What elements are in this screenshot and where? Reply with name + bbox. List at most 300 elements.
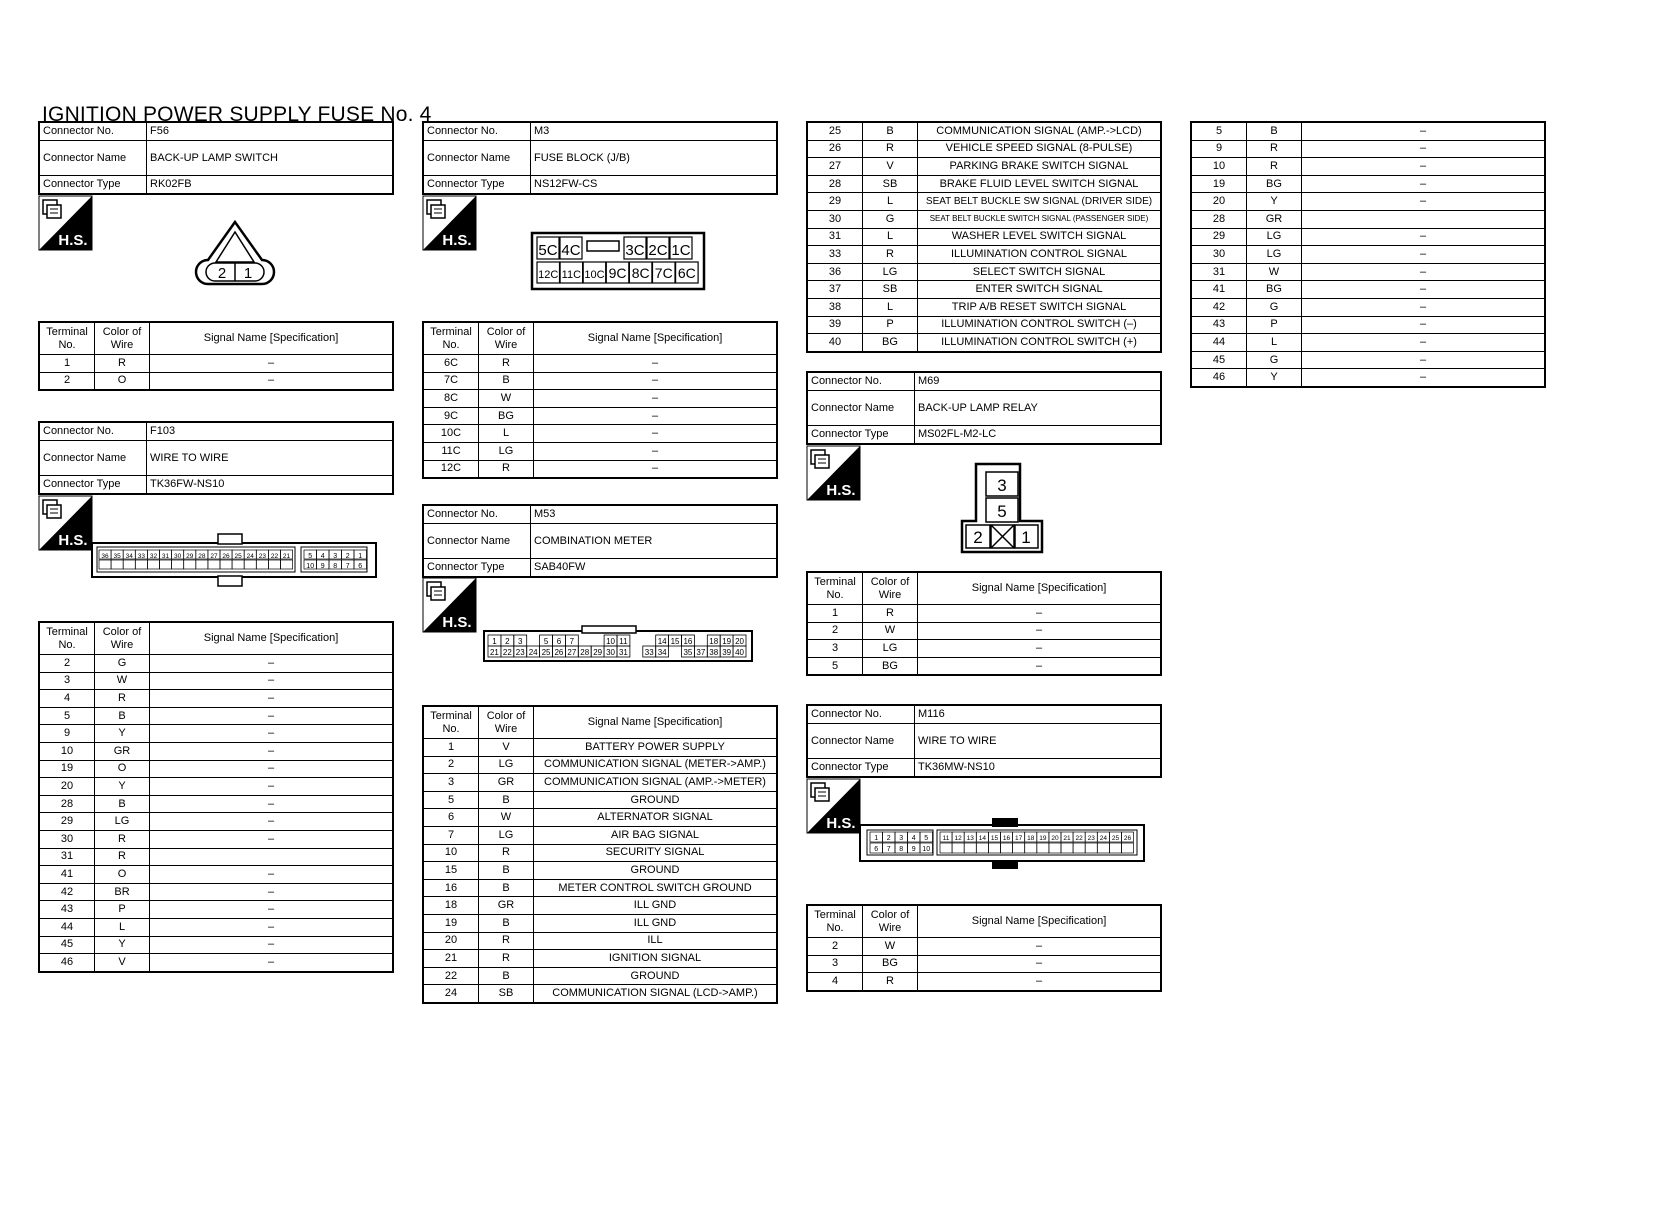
pin-label: 21 <box>282 553 291 560</box>
wire-color: B <box>479 914 534 932</box>
signal-name: ILLUMINATION CONTROL SWITCH (+) <box>918 334 1162 352</box>
connector-name: BACK-UP LAMP SWITCH <box>147 141 394 176</box>
terminal-table <box>806 121 1162 353</box>
connector-f103-diagram <box>90 531 378 589</box>
terminal-no-header: Terminal No. <box>423 706 479 739</box>
wire-color: Y <box>1247 193 1302 211</box>
wire-color: G <box>95 655 150 673</box>
wire-color: R <box>863 973 918 991</box>
terminal-table <box>38 621 394 973</box>
terminal-header-row <box>423 706 777 739</box>
wire-color: O <box>95 866 150 884</box>
table-row <box>423 390 777 408</box>
signal-name: – <box>1302 281 1546 299</box>
pin-cell <box>587 241 619 251</box>
label: Connector Name <box>39 141 147 176</box>
pin-cell <box>123 560 135 569</box>
terminal-no: 5 <box>807 657 863 675</box>
pin-cell <box>1001 843 1013 853</box>
signal-name: – <box>1302 334 1546 352</box>
terminal-no: 43 <box>39 901 95 919</box>
connector-info-table <box>38 421 394 495</box>
wire-color: SB <box>863 175 918 193</box>
table-row <box>39 901 393 919</box>
wire-color: O <box>95 372 150 390</box>
hs-label: H.S. <box>58 532 88 549</box>
pin-label: 26 <box>554 648 564 657</box>
table-row <box>39 866 393 884</box>
table-row <box>39 672 393 690</box>
pin-label: 29 <box>186 553 194 560</box>
wire-color: BG <box>863 955 918 973</box>
signal-name: – <box>534 407 778 425</box>
terminal-no: 43 <box>1191 316 1247 334</box>
hs-icon <box>422 195 477 251</box>
table-row <box>423 460 777 478</box>
signal-name: GROUND <box>534 862 778 880</box>
terminal-no: 44 <box>1191 334 1247 352</box>
pin-label: 34 <box>125 553 133 560</box>
pin-label: 21 <box>489 648 499 657</box>
pin-label: 22 <box>270 553 279 560</box>
signal-name: – <box>150 901 394 919</box>
terminal-no: 37 <box>807 281 863 299</box>
pin-cell <box>976 843 988 853</box>
wire-color: R <box>1247 158 1302 176</box>
wire-color: Y <box>95 725 150 743</box>
signal-name: – <box>534 355 778 373</box>
pin-cell <box>952 843 964 853</box>
wire-color: R <box>479 950 534 968</box>
terminal-no: 15 <box>423 862 479 880</box>
signal-name: – <box>1302 122 1546 140</box>
label: Connector No. <box>807 372 915 391</box>
pin-label: 1 <box>874 835 879 842</box>
pin-label: 10C <box>584 269 605 281</box>
pin-label: 28 <box>580 648 590 657</box>
table-row <box>39 778 393 796</box>
wire-color: LG <box>479 442 534 460</box>
label: Connector Name <box>807 391 915 426</box>
terminal-no: 33 <box>807 246 863 264</box>
pin-cell <box>135 560 147 569</box>
signal-name: IGNITION SIGNAL <box>534 950 778 968</box>
table-row <box>423 914 777 932</box>
wire-color: LG <box>479 756 534 774</box>
wire-color: W <box>95 672 150 690</box>
wire-color: Y <box>1247 369 1302 387</box>
terminal-no: 24 <box>423 985 479 1003</box>
signal-name: – <box>534 425 778 443</box>
signal-name: – <box>918 622 1162 640</box>
signal-name: ALTERNATOR SIGNAL <box>534 809 778 827</box>
connector-m116-diagram <box>858 816 1146 874</box>
pin-label: 20 <box>735 637 745 646</box>
pin-label: 4C <box>561 242 581 259</box>
pin-label: 27 <box>567 648 577 657</box>
wire-color: B <box>479 862 534 880</box>
connector-no: F103 <box>147 422 394 441</box>
wire-color: SB <box>863 281 918 299</box>
terminal-no: 2 <box>807 938 863 956</box>
connector-type: RK02FB <box>147 176 394 195</box>
table-row <box>807 246 1161 264</box>
wire-color: L <box>1247 334 1302 352</box>
terminal-table <box>38 321 394 391</box>
connector-m3-terminals <box>422 321 778 479</box>
table-row <box>807 605 1161 623</box>
terminal-no: 3 <box>807 955 863 973</box>
pin-label: 23 <box>258 553 266 560</box>
pin-label: 24 <box>246 553 254 560</box>
pin-label: 9 <box>320 563 325 570</box>
wire-color: BG <box>863 657 918 675</box>
wire-color: SB <box>479 985 534 1003</box>
signal-name: – <box>150 883 394 901</box>
terminal-no-header: Terminal No. <box>807 572 863 605</box>
signal-name: ENTER SWITCH SIGNAL <box>918 281 1162 299</box>
table-row <box>423 756 777 774</box>
signal-name: – <box>1302 351 1546 369</box>
wire-color: R <box>479 460 534 478</box>
signal-name: SECURITY SIGNAL <box>534 844 778 862</box>
pin-label: 7 <box>345 563 350 570</box>
pin-label: 4 <box>320 553 325 560</box>
table-row <box>423 791 777 809</box>
table-row <box>807 955 1161 973</box>
pin-label: 11 <box>619 637 628 646</box>
connector-f56 <box>38 121 394 195</box>
connector-no: M3 <box>531 122 778 141</box>
table-row <box>1191 334 1545 352</box>
terminal-header-row <box>39 622 393 655</box>
connector-info-table <box>806 371 1162 445</box>
pin-label: 2 <box>217 265 227 282</box>
pin-label: 18 <box>709 637 719 646</box>
signal-name: COMMUNICATION SIGNAL (METER->AMP.) <box>534 756 778 774</box>
signal-name: BRAKE FLUID LEVEL SWITCH SIGNAL <box>918 175 1162 193</box>
pin-label: 25 <box>541 648 551 657</box>
pin-label: 26 <box>1123 835 1132 842</box>
table-row <box>39 655 393 673</box>
table-row <box>807 316 1161 334</box>
terminal-no: 10 <box>423 844 479 862</box>
connector-type: SAB40FW <box>531 559 778 578</box>
hs-icon <box>806 445 861 501</box>
terminal-no: 28 <box>39 795 95 813</box>
signal-name: – <box>150 795 394 813</box>
pin-label: 14 <box>978 835 986 842</box>
wire-color: R <box>479 844 534 862</box>
wire-color: LG <box>1247 228 1302 246</box>
signal-name: – <box>1302 369 1546 387</box>
table-row <box>39 372 393 390</box>
hs-icon <box>806 778 861 834</box>
connector-type: TK36FW-NS10 <box>147 476 394 495</box>
wire-color: G <box>863 210 918 228</box>
signal-name-header: Signal Name [Specification] <box>150 322 394 355</box>
terminal-no: 10C <box>423 425 479 443</box>
connector-f103-terminals <box>38 621 394 973</box>
color-of-wire-header: Color of Wire <box>479 322 534 355</box>
terminal-no: 2 <box>39 372 95 390</box>
pin-label: 9 <box>911 846 916 853</box>
table-row <box>1191 210 1545 228</box>
pin-label: 5 <box>308 553 313 560</box>
pin-label: 10 <box>606 637 616 646</box>
pin-label: 11 <box>942 835 950 842</box>
pin-label: 38 <box>709 648 719 657</box>
terminal-no: 42 <box>39 883 95 901</box>
signal-name: – <box>150 690 394 708</box>
wire-color: L <box>863 298 918 316</box>
signal-name: – <box>150 936 394 954</box>
pin-cell <box>220 560 232 569</box>
signal-name: – <box>534 442 778 460</box>
terminal-no: 41 <box>39 866 95 884</box>
table-row <box>1191 122 1545 140</box>
table-row <box>39 725 393 743</box>
wire-color: L <box>863 228 918 246</box>
connector-f56-diagram <box>190 218 280 293</box>
signal-name: ILLUMINATION CONTROL SIGNAL <box>918 246 1162 264</box>
terminal-no: 5 <box>39 707 95 725</box>
signal-name: VEHICLE SPEED SIGNAL (8-PULSE) <box>918 140 1162 158</box>
pin-label: 25 <box>1111 835 1120 842</box>
signal-name: – <box>918 640 1162 658</box>
terminal-table <box>1190 121 1546 388</box>
pin-label: 8 <box>899 846 904 853</box>
table-row <box>423 774 777 792</box>
signal-name: – <box>1302 246 1546 264</box>
label: Connector Type <box>423 176 531 195</box>
signal-name: SEAT BELT BUCKLE SW SIGNAL (DRIVER SIDE) <box>918 193 1162 211</box>
pin-label: 22 <box>502 648 512 657</box>
pin-label: 19 <box>722 637 732 646</box>
terminal-no: 3 <box>423 774 479 792</box>
connector-m69 <box>806 371 1162 445</box>
signal-name: – <box>534 460 778 478</box>
terminal-no: 16 <box>423 879 479 897</box>
pin-cell <box>1122 843 1134 853</box>
hs-icon <box>38 195 93 251</box>
signal-name: GROUND <box>534 967 778 985</box>
signal-name: – <box>150 866 394 884</box>
color-of-wire-header: Color of Wire <box>863 572 918 605</box>
wire-color: LG <box>1247 246 1302 264</box>
connector-m116 <box>806 704 1162 778</box>
signal-name: – <box>150 918 394 936</box>
connector-info-table <box>806 704 1162 778</box>
pin-cell <box>1013 843 1025 853</box>
table-row <box>39 355 393 373</box>
wire-color: B <box>479 967 534 985</box>
terminal-table <box>422 705 778 1004</box>
wire-color: B <box>479 791 534 809</box>
connector-no: F56 <box>147 122 394 141</box>
terminal-no-header: Terminal No. <box>39 622 95 655</box>
signal-name: – <box>150 707 394 725</box>
hs-label: H.S. <box>826 815 856 832</box>
wire-color: R <box>95 830 150 848</box>
signal-name-header: Signal Name [Specification] <box>150 622 394 655</box>
signal-name: ILLUMINATION CONTROL SWITCH (–) <box>918 316 1162 334</box>
pin-cell <box>111 560 123 569</box>
connector-type: TK36MW-NS10 <box>915 759 1162 778</box>
signal-name: BATTERY POWER SUPPLY <box>534 739 778 757</box>
table-row <box>1191 351 1545 369</box>
terminal-no: 10 <box>39 742 95 760</box>
signal-name: – <box>534 372 778 390</box>
signal-name: ILL <box>534 932 778 950</box>
pin-cell <box>172 560 184 569</box>
signal-name: – <box>150 954 394 972</box>
connector-f56-terminals <box>38 321 394 391</box>
pin-label: 10 <box>922 846 931 853</box>
terminal-no: 29 <box>807 193 863 211</box>
signal-name: – <box>150 778 394 796</box>
wire-color: W <box>1247 263 1302 281</box>
terminal-no: 46 <box>1191 369 1247 387</box>
table-row <box>423 442 777 460</box>
label: Connector No. <box>423 122 531 141</box>
table-row <box>1191 263 1545 281</box>
signal-name: – <box>1302 263 1546 281</box>
terminal-no: 9 <box>39 725 95 743</box>
pin-cell <box>1085 843 1097 853</box>
signal-name-header: Signal Name [Specification] <box>918 572 1162 605</box>
terminal-no: 30 <box>1191 246 1247 264</box>
connector-type: MS02FL-M2-LC <box>915 426 1162 445</box>
table-row <box>423 879 777 897</box>
label: Connector Type <box>807 759 915 778</box>
pin-label: 1C <box>671 242 691 259</box>
signal-name: – <box>150 830 394 848</box>
terminal-no: 31 <box>39 848 95 866</box>
table-row <box>1191 228 1545 246</box>
connector-m3-diagram <box>530 231 706 291</box>
terminal-no: 4 <box>39 690 95 708</box>
pin-cell <box>1037 843 1049 853</box>
wire-color: W <box>863 622 918 640</box>
wire-color: G <box>1247 298 1302 316</box>
signal-name: COMMUNICATION SIGNAL (AMP.->METER) <box>534 774 778 792</box>
label: Connector Type <box>39 176 147 195</box>
pin-cell <box>1049 843 1061 853</box>
table-row <box>807 334 1161 352</box>
signal-name: – <box>918 973 1162 991</box>
terminal-no: 6C <box>423 355 479 373</box>
pin-label: 30 <box>174 553 182 560</box>
table-row <box>807 973 1161 991</box>
terminal-no: 42 <box>1191 298 1247 316</box>
color-of-wire-header: Color of Wire <box>95 622 150 655</box>
signal-name: WASHER LEVEL SWITCH SIGNAL <box>918 228 1162 246</box>
pin-label: 24 <box>528 648 538 657</box>
wire-color: V <box>95 954 150 972</box>
wire-color: R <box>479 932 534 950</box>
table-row <box>423 932 777 950</box>
table-row <box>807 281 1161 299</box>
pin-label: 16 <box>1002 835 1011 842</box>
terminal-no: 18 <box>423 897 479 915</box>
pin-label: 2 <box>505 637 510 646</box>
terminal-no: 12C <box>423 460 479 478</box>
pin-label: 9C <box>608 265 627 281</box>
wire-color: LG <box>95 813 150 831</box>
label: Connector Type <box>807 426 915 445</box>
wire-color: W <box>863 938 918 956</box>
table-row <box>39 936 393 954</box>
table-row <box>1191 316 1545 334</box>
signal-name: – <box>1302 228 1546 246</box>
wire-color: L <box>863 193 918 211</box>
pin-label: 36 <box>101 553 109 560</box>
table-row <box>423 826 777 844</box>
table-row <box>807 228 1161 246</box>
connector-m69-diagram <box>958 461 1048 556</box>
wire-color: R <box>479 355 534 373</box>
pin-cell <box>232 560 244 569</box>
hs-label: H.S. <box>442 614 472 631</box>
pin-label: 5 <box>543 637 549 646</box>
label: Connector Name <box>807 724 915 759</box>
connector-m53-continued <box>806 121 1162 353</box>
pin-label: 7C <box>654 265 673 281</box>
terminal-no-header: Terminal No. <box>423 322 479 355</box>
pin-cell <box>184 560 196 569</box>
terminal-no: 2 <box>39 655 95 673</box>
table-row <box>39 954 393 972</box>
table-row <box>807 175 1161 193</box>
pin-label: 18 <box>1027 835 1035 842</box>
terminal-no: 30 <box>807 210 863 228</box>
wire-color: R <box>863 605 918 623</box>
terminal-no: 1 <box>423 739 479 757</box>
wire-color: G <box>1247 351 1302 369</box>
pin-label: 3 <box>997 476 1007 495</box>
pin-label: 35 <box>683 648 693 657</box>
table-row <box>807 122 1161 140</box>
terminal-no: 10 <box>1191 158 1247 176</box>
wire-color: P <box>863 316 918 334</box>
page-title: IGNITION POWER SUPPLY FUSE No. 4 <box>42 103 432 126</box>
wire-color: V <box>863 158 918 176</box>
table-row <box>1191 140 1545 158</box>
connector-f103 <box>38 421 394 495</box>
pin-cell <box>988 843 1000 853</box>
connector-m53-diagram <box>482 624 754 664</box>
table-row <box>423 950 777 968</box>
table-row <box>1191 369 1545 387</box>
pin-label: 3 <box>518 637 523 646</box>
signal-name: COMMUNICATION SIGNAL (LCD->AMP.) <box>534 985 778 1003</box>
connector-name: COMBINATION METER <box>531 524 778 559</box>
hs-icon <box>38 495 93 551</box>
pin-cell <box>160 560 172 569</box>
pin-cell <box>940 843 952 853</box>
signal-name: – <box>1302 193 1546 211</box>
pin-label: 1 <box>358 553 363 560</box>
connector-info-table <box>38 121 394 195</box>
pin-label: 12 <box>954 835 962 842</box>
pin-label: 33 <box>644 648 654 657</box>
pin-label: 6C <box>677 265 696 281</box>
terminal-no: 6 <box>423 809 479 827</box>
wire-color: R <box>95 848 150 866</box>
label: Connector No. <box>807 705 915 724</box>
pin-label: 3 <box>899 835 904 842</box>
